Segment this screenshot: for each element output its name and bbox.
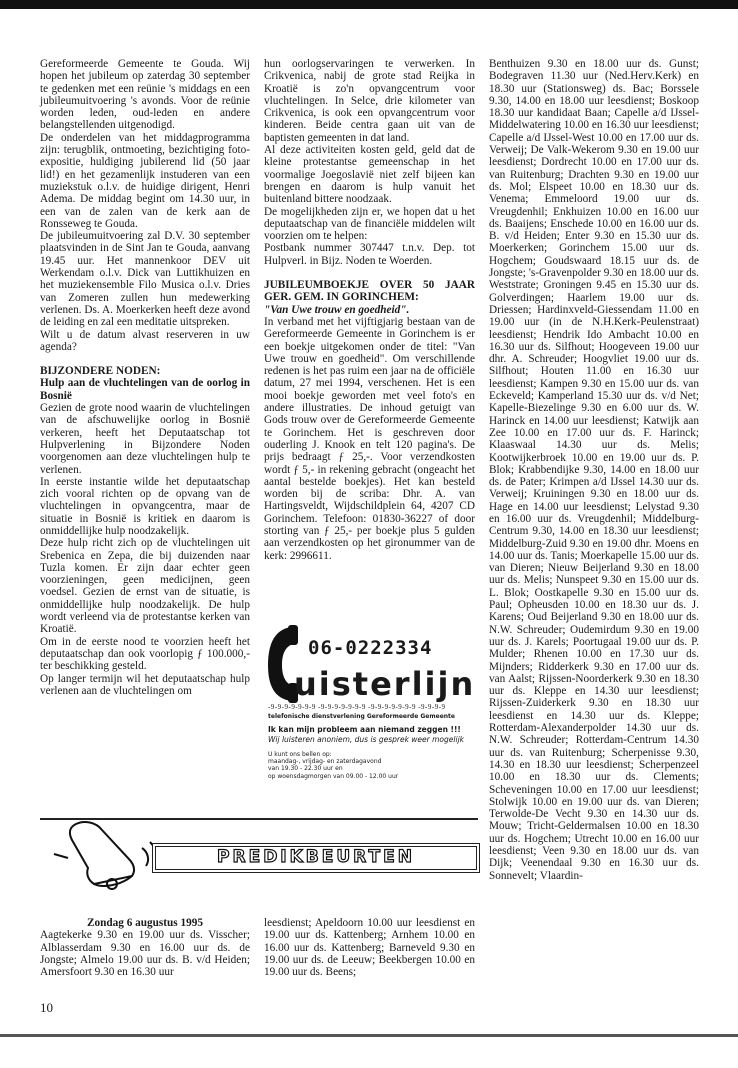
paragraph: Gezien de grote nood waarin de vluchtelingen van de afschuwelijke oorlog in Bosnië verkeren, heeft het Deputaatschap tot Hulpverlening in Bijzondere Noden voorgenomen aan deze vluchtelingen hulp te verlenen. (40, 402, 250, 476)
hours-line: op woensdagmorgen van 09.00 - 12.00 uur (268, 772, 399, 780)
column-3 (489, 58, 699, 882)
predikbeurten-banner (152, 843, 480, 873)
helpline-number: 06-0222334 (308, 637, 433, 659)
column-1 (40, 58, 250, 697)
predikbeurten-list: Benthuizen 9.30 en 18.00 uur ds. Gunst; Bodegraven 11.30 uur (Ned.Herv.Kerk) en 18.30 uur (Stationsweg) ds. Bac; Borssele 9.30, 14.00 en 18.00 uur leesdienst; Boskoop 18.30 uur kandidaat Baan; Capelle a/d IJssel-Middelwatering 10.00 en 16.30 uur leesdienst; Capelle a/d IJssel-West 10.00 en 17.00 uur ds. Verweij; De Valk-Wekerom 9.30 en 19.00 uur leesdienst; Dordrecht 10.00 en 17.00 uur ds. van Ruitenburg; Drachten 9.30 en 19.00 uur ds. Mol; Elspeet 10.00 en 18.30 uur ds. Venema; Emmeloord 19.00 uur ds. Vreugdenhil; Enkhuizen 10.00 en 16.00 uur ds. Baaijens; Enschede 10.00 en 16.00 uur ds. B. v/d Heiden; Enter 9.30 en 15.30 uur ds. Moerkerken; Gorinchem 15.00 uur ds. Hogchem; Goudswaard 18.15 uur ds. de Jongste; 's-Gravenpolder 9.30 en 18.00 uur ds. Weststrate; Groningen 9.45 en 15.30 uur ds. Golverdingen; Haarlem 19.00 uur ds. Driessen; Hardinxveld-Giessendam 11.00 en 19.00 uur (in de N.H.Kerk-Peulenstraat) leesdienst; Hendrik Ido Ambacht 10.00 en 16.30 uur ds. Silfhout; Hoogeveen 19.00 uur dhr. A. Schreuder; Hoogvliet 19.00 uur ds. Silfhout; Houten 11.00 en 16.30 uur leesdienst; Kampen 9.30 en 15.00 uur ds. van Eckeveld; Kamperland 15.30 uur ds. v/d Net; Kapelle-Biezelinge 9.30 en 6.00 uur ds. W. Harinck en 14.00 uur leesdienst; Katwijk aan Zee 10.00 en 17.00 uur ds. F. Harinck; Klaaswaal 14.30 uur ds. Melis; Kootwijkerbroek 10.00 en 19.00 uur ds. P. Blok; Krabbendijke 9.30, 14.00 en 18.00 uur ds. de Pater; Krimpen a/d IJssel 14.30 uur ds. Verweij; Kruiningen 9.30 en 18.00 uur ds. Hage en 14.00 uur leesdienst; Lelystad 9.30 en 16.00 uur ds. Vreugdenhil; Middelburg-Centrum 9.30, 14.00 en 18.30 uur leesdienst; Middelburg-Zuid 9.30 en 19.00 dhr. Moens en 14.00 uur ds. Tanis; Moerkapelle 15.00 uur ds. van Dieren; Nieuw Beijerland 9.30 en 18.00 uur ds. Melis; Nunspeet 9.30 en 15.00 uur ds. L. Blok; Oostkapelle 9.30 en 15.00 uur ds. Paul; Opheusden 10.00 en 18.30 uur ds. J. Karens; Oud Beijerland 9.30 en 18.00 uur ds. N.W. Schreuder; Oudemirdum 9.30 en 19.00 uur ds. J. Karels; Poortugaal 19.00 uur ds. P. Mulder; Rhenen 10.00 en 17.30 uur ds. Mijnders; Ridderkerk 9.30 en 17.00 uur ds. van Aalst; Rijssen-Noorderkerk 9.30 en 18.30 uur ds. Kleppe en 14.30 uur leesdienst; Rijssen-Zuiderkerk 9.30 en 18.30 uur leesdienst en 14.30 uur ds. Kleppe; Rotterdam-Alexanderpolder 14.30 uur ds. N.W. Schreuder; Rotterdam-Centrum 14.30 uur ds. van Ruitenburg; Scherpenisse 9.30, 14.30 en 18.30 uur leesdienst; Scherpenzeel 10.00 en 18.30 uur ds. Clements; Scheveningen 10.00 en 17.00 uur leesdienst; Stolwijk 10.00 en 19.00 uur ds. van Dieren; Terwolde-De Vecht 9.30 en 14.30 uur ds. Mouw; Tricht-Geldermalsen 10.00 en 18.30 uur ds. Hogchem; Utrecht 10.00 en 16.00 uur leesdienst; Veen 9.30 en 18.00 uur ds. van Dijk; Veenendaal 9.30 en 16.30 uur ds. Sonnevelt; Vlaardin- (489, 58, 699, 882)
date-heading: Zondag 6 augustus 1995 (87, 917, 203, 929)
column-4 (40, 917, 250, 978)
hours-line: van 19.30 - 22.30 uur en (268, 765, 343, 773)
section-subheading: "Van Uwe trouw en goedheid". (264, 303, 410, 316)
kruisterlijn-advertisement (264, 625, 475, 795)
paragraph: De jubileumuitvoering zal D.V. 30 september plaatsvinden in de Sint Jan te Gouda, aanvang 19.45 uur. Het mannenkoor DEV uit Werkendam o.l.v. Dick van Luttikhuizen en het muziekensemble Filo Musica o.l.v. Dries van Zomeren zullen hun medewerking verlenen. Ds. A. Moerkerken heeft deze avond de leiding en zal een meditatie uitspreken. (40, 230, 250, 329)
predikbeurten-title: PREDIKBEURTEN (217, 847, 415, 867)
paragraph: De onderdelen van het middagprogramma zijn: terugblik, ontmoeting, bezichtiging foto-expositie, huldiging jubilerend lid (50 jaar lid!) en het gezamenlijk instuderen van een muziekstuk o.l.v. de huidige dirigent, Henri Adema. De middag begint om 14.30 uur, in een van de zalen van de kerk aan de Ronsseweg te Gouda. (40, 131, 250, 230)
paragraph: Om in de eerste nood te voorzien heeft het deputaatschap dan ook voorlopig ƒ 100.000,- ter beschikking gesteld. (40, 635, 250, 673)
helpline-name: uisterlijn (294, 665, 476, 703)
paragraph: Op langer termijn wil het deputaatschap hulp verlenen aan de vluchtelingen om (40, 672, 250, 697)
section-heading: JUBILEUMBOEKJE OVER 50 JAAR GER. GEM. IN GORINCHEM: (264, 279, 475, 304)
paragraph: Gereformeerde Gemeente te Gouda. Wij hopen het jubileum op zaterdag 30 september te gedenken met een reünie 's middags en een jubileumuitvoering 's avonds. Voor de reünie worden leden, oud-leden en andere belangstellenden uitgenodigd. (40, 58, 250, 132)
predikbeurten-list: leesdienst; Apeldoorn 10.00 uur leesdienst en 19.00 uur ds. Kattenberg; Arnhem 10.00 en 16.00 uur ds. Kattenberg; Barneveld 9.30 en 19.00 uur ds. de Leeuw; Beekbergen 10.00 en 19.00 uur ds. Beens; (264, 917, 475, 979)
paragraph: hun oorlogservaringen te verwerken. In Crikvenica, nabij de grote stad Reijka in Kroatië is zo'n opvangcentrum voor vluchtelingen. In Selce, drie kilometer van Crikvenica, is ook een opvangcentrum voor kinderen. Beide centra gaan uit van de baptisten gemeenten in dat land. (264, 58, 475, 144)
paragraph: In eerste instantie wilde het deputaatschap zich vooral richten op de opvang van de vluchtelingen in opvangcentra, maar de situatie in Bosnië is kritiek en daarom is onmiddellijke hulp noodzakelijk. (40, 475, 250, 537)
top-border (0, 0, 738, 9)
paragraph: Al deze activiteiten kosten geld, geld dat de kleine protestantse gemeenschap in het voormalige Joegoslavië niet zelf bijeen kan brengen en daarom is hulp vanuit het buitenland bittere noodzaak. (264, 144, 475, 206)
page-number: 10 (40, 1000, 53, 1015)
paragraph: Deze hulp richt zich op de vluchtelingen uit Srebenica en Zepa, die bij duizenden naar Tuzla komen. Er zijn daar echter geen voorzieningen, geen medicijnen, geen voedsel. Gezien de ernst van de situatie, is onmiddellijke hulp noodzakelijk. De hulp wordt verleend via de protestantse kerken van Kroatië. (40, 537, 250, 636)
predikbeurten-list: Aagtekerke 9.30 en 19.00 uur ds. Visscher; Alblasserdam 9.30 en 16.00 uur ds. de Jongste; Almelo 19.00 uur ds. B. v/d Heiden; Amersfoort 9.30 en 16.30 uur (40, 929, 250, 979)
hours-line: maandag-, vrijdag- en zaterdagavond (268, 758, 382, 766)
column-2 (264, 58, 475, 562)
bottom-border (0, 1034, 738, 1037)
section-heading: BIJZONDERE NODEN: (40, 365, 161, 378)
paragraph: Wilt u de datum alvast reserveren in uw agenda? (40, 328, 250, 353)
helpline-slogan: Ik kan mijn probleem aan niemand zeggen !!! (268, 725, 461, 734)
helpline-tagline: telefonische dienstverlening Gereformeerde Gemeente (268, 713, 455, 720)
paragraph: De mogelijkheden zijn er, we hopen dat u het deputaatschap van de financiële middelen wilt voorzien om te helpen: (264, 205, 475, 243)
church-bell-icon (46, 818, 166, 892)
helpline-hours (268, 751, 398, 780)
paragraph: Postbank nummer 307447 t.n.v. Dep. tot Hulpverl. in Bijz. Noden te Woerden. (264, 242, 475, 267)
decorative-dots: -9-9-9-9-9-9-9 -9-9-9-9-9-9-9 -9-9-9-9-9-9-9 -9-9-9-9 (268, 703, 446, 711)
section-subheading: Hulp aan de vluchtelingen van de oorlog in Bosnië (40, 377, 250, 402)
paragraph: In verband met het vijftigjarig bestaan van de Gereformeerde Gemeente in Gorinchem is er een boekje uitgekomen onder de titel: "Van Uwe trouw en goedheid". Om verschillende redenen is het pas ruim een jaar na de officiële datum, 27 mei 1994, verschenen. Het is een mooi boekje geworden met veel foto's en andere illustraties. De inhoud getuigt van Gods trouw over de Gereformeerde Gemeente te Gorinchem. Het is geschreven door ouderling J. Knook en telt 120 pagina's. De prijs bedraagt ƒ 25,-. Voor verzendkosten wordt ƒ 5,- in rekening gebracht (ongeacht het aantal bestelde boekjes). Het kan besteld worden bij de scriba: Dhr. A. van Hartingsveldt, Wijdschildplein 64, 4207 CD Gorinchem. Telefoon: 01830-36227 of door storting van ƒ 25,- per boekje plus 5 gulden aan verzendkosten op het gironummer van de kerk: 2996611. (264, 315, 475, 562)
hours-line: U kunt ons bellen op: (268, 751, 332, 758)
helpline-slogan-italic: Wij luisteren anoniem, dus is gesprek weer mogelijk (268, 735, 464, 744)
column-5 (264, 917, 475, 978)
